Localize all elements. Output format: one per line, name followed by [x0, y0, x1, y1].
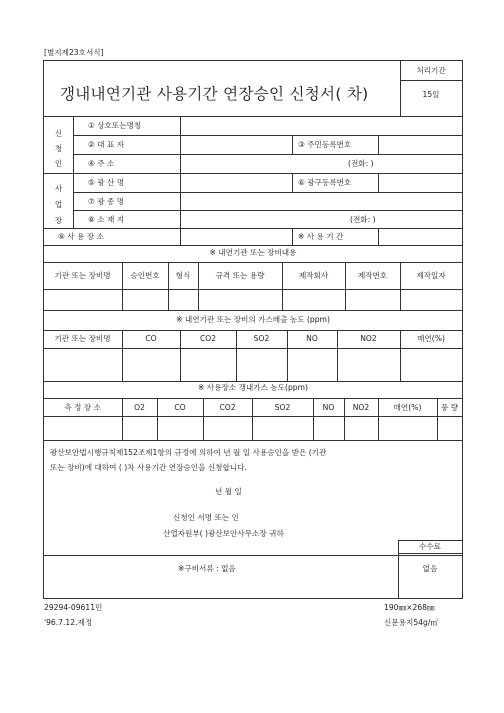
- exhaust-section-title: ※ 내연기관 또는 장비의 가스배출 농도 (ppm): [176, 315, 330, 324]
- application-date: 년 월 일: [215, 487, 242, 496]
- form-code: 29294-09611민: [44, 603, 103, 612]
- mineral-field[interactable]: [181, 193, 461, 209]
- mine-gas-section-title: ※ 사용장소 갱내가스 농도(ppm): [198, 383, 308, 392]
- paper-type: 신문용지54g/㎡: [384, 618, 438, 627]
- applicant-group-label: 신 청 인: [54, 129, 63, 168]
- exhaust-header: NO2: [360, 334, 377, 343]
- equipment-header: 제작회사: [298, 271, 329, 280]
- equipment-header: 제작일자: [416, 271, 446, 280]
- usage-place-label: ⑨ 사 용 장 소: [58, 232, 104, 241]
- business-name-field[interactable]: [181, 117, 461, 134]
- mine-gas-data-row[interactable]: [44, 417, 462, 439]
- representative-label: ② 대 표 자: [88, 140, 125, 149]
- exhaust-header: 기관 또는 장비명: [54, 334, 111, 343]
- mine-registration-field[interactable]: [379, 174, 461, 191]
- form-number: [별지제23호서식]: [44, 48, 104, 57]
- location-field[interactable]: [181, 211, 346, 227]
- exhaust-header: SO2: [253, 334, 270, 343]
- exhaust-data-row[interactable]: [44, 349, 462, 380]
- equipment-header: 형식: [175, 271, 191, 280]
- enactment-date: '96.7.12.제정: [44, 618, 93, 627]
- usage-period-field[interactable]: [379, 229, 461, 244]
- equipment-header: 승인번호: [130, 271, 160, 280]
- equipment-header: 기관 또는 장비명: [54, 271, 111, 280]
- mine-gas-header: 측 정 장 소: [64, 403, 101, 412]
- exhaust-header: 매연(%): [417, 334, 445, 343]
- business-name-label: ① 상호또는명칭: [88, 121, 142, 130]
- usage-period-label: ※ 사 용 기 간: [298, 232, 344, 241]
- location-label: ⑧ 소 재 지: [88, 215, 125, 224]
- resident-number-label: ③ 주민등록번호: [298, 140, 352, 149]
- mine-gas-header: SO2: [274, 403, 291, 412]
- equipment-header: 규격 또는 용량: [215, 271, 265, 280]
- representative-field[interactable]: [181, 136, 291, 153]
- site-phone-label: (전화: ): [350, 215, 376, 224]
- addressee: 산업자원부( )광산보안사무소장 귀하: [163, 529, 284, 538]
- mine-gas-header: 풍 량: [440, 403, 459, 412]
- mine-gas-header: CO2: [219, 403, 236, 412]
- statement-line-2: 또는 장비)에 대하여 ( )차 사용기간 연장승인을 신청합니다.: [50, 463, 247, 472]
- mineral-label: ⑦ 광 종 명: [88, 197, 125, 206]
- mine-gas-header: NO2: [352, 403, 370, 412]
- processing-label: 처리기간: [416, 66, 446, 75]
- statement-line-1: 광산보안법시행규칙제152조제1항의 규정에 의하여 년 월 일 사용승인을 받은 (기관: [50, 448, 327, 457]
- applicant-phone-label: (전화: ): [348, 159, 374, 168]
- paper-size: 190㎜×268㎜: [384, 603, 435, 612]
- processing-value: 15일: [422, 90, 440, 99]
- fee-value: 없음: [422, 564, 438, 573]
- resident-number-field[interactable]: [379, 136, 461, 153]
- exhaust-header: CO: [145, 334, 157, 343]
- mine-gas-header: O2: [134, 403, 145, 412]
- equipment-section-title: ※ 내연기관 또는 장비내용: [209, 248, 297, 257]
- equipment-header: 제작번호: [357, 271, 388, 280]
- mine-name-label: ⑤ 광 산 명: [88, 178, 125, 187]
- usage-place-field[interactable]: [181, 229, 291, 244]
- site-group-label: 사 업 장: [54, 184, 63, 225]
- mine-gas-header: CO: [174, 403, 186, 412]
- mine-gas-header: NO: [322, 403, 335, 412]
- address-field[interactable]: [181, 155, 346, 172]
- equipment-data-row[interactable]: [44, 290, 462, 309]
- mine-registration-label: ⑥ 광구등록번호: [298, 178, 352, 187]
- mine-name-field[interactable]: [181, 174, 291, 191]
- fee-label: 수수료: [418, 542, 441, 551]
- form-title: 갱내내연기관 사용기간 연장승인 신청서( 차): [60, 85, 369, 103]
- attachments-note: ※구비서류 : 없음: [178, 564, 236, 573]
- exhaust-header: NO: [306, 334, 318, 343]
- exhaust-header: CO2: [199, 334, 217, 343]
- applicant-signature-line: 신청인 서명 또는 인: [173, 513, 239, 522]
- mine-gas-header: 매연(%): [393, 403, 422, 412]
- address-label: ④ 주 소: [88, 159, 115, 168]
